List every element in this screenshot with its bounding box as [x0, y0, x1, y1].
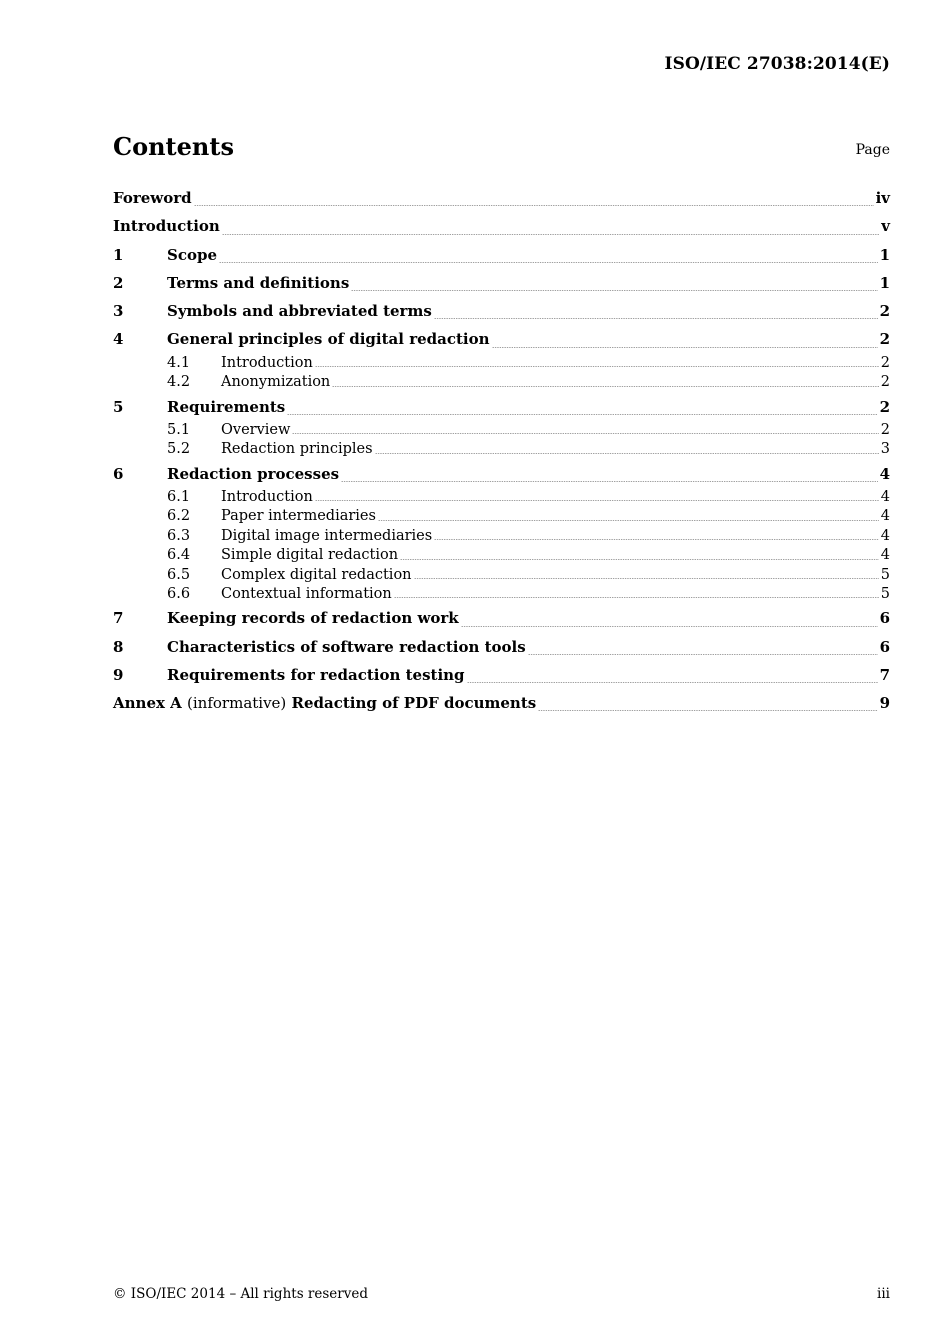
toc-entry-5-2[interactable]: [113, 440, 890, 459]
toc-entry-foreword[interactable]: [113, 184, 890, 212]
contents-heading: Contents: [113, 132, 234, 161]
toc-entry-number: 2: [113, 273, 124, 292]
toc-entry-page: 2: [879, 397, 890, 416]
toc-entry-page: 4: [880, 547, 890, 564]
toc-entry-title: Introduction: [221, 488, 313, 505]
toc-entry-page: 4: [880, 508, 890, 525]
toc-entry-number: 6.3: [167, 527, 191, 544]
toc-entry-number: 3: [113, 302, 124, 321]
toc-entry-4[interactable]: [113, 325, 890, 353]
toc-entry-page: 4: [880, 527, 890, 544]
footer-copyright: © ISO/IEC 2014 – All rights reserved: [113, 1286, 368, 1302]
toc-entry-title: Simple digital redaction: [221, 547, 399, 564]
toc-entry-number: 4: [113, 330, 124, 349]
toc-entry-number: 9: [113, 665, 124, 684]
toc-entry-5[interactable]: [113, 393, 890, 421]
page-column-label: Page: [855, 142, 890, 158]
dot-leader: [287, 414, 877, 415]
toc-entry-6-4[interactable]: [113, 546, 890, 565]
dot-leader: [528, 654, 878, 655]
toc-entry-introduction[interactable]: [113, 212, 890, 240]
toc-entry-6[interactable]: [113, 460, 890, 488]
toc-entry-page: 7: [879, 665, 890, 684]
dot-leader: [222, 234, 879, 235]
toc-entry-number: 6.4: [167, 547, 191, 564]
dot-leader: [194, 205, 874, 206]
toc-entry-title: Introduction: [113, 217, 220, 236]
toc-entry-page: 3: [880, 441, 890, 458]
toc-entry-page: 2: [880, 354, 890, 371]
toc-entry-1[interactable]: [113, 241, 890, 269]
toc-entry-title: Paper intermediaries: [221, 508, 376, 525]
dot-leader: [315, 366, 879, 367]
toc-entry-number: 4.2: [167, 374, 191, 391]
toc-entry-title: Overview: [221, 421, 291, 438]
toc-entry-title: Redaction processes: [167, 464, 340, 483]
annex-label: Annex A: [113, 694, 182, 713]
toc-entry-number: 7: [113, 609, 124, 628]
toc-entry-title: Foreword: [113, 189, 192, 207]
toc-entry-page: 6: [879, 637, 890, 656]
annex-note: (informative): [187, 694, 287, 713]
toc-entry-number: 5.2: [167, 441, 191, 458]
toc-entry-title: Scope: [167, 245, 218, 264]
toc-entry-number: 6: [113, 464, 124, 483]
toc-entry-title: Symbols and abbreviated terms: [167, 302, 432, 321]
toc-entry-number: 5.1: [167, 421, 191, 438]
dot-leader: [467, 682, 878, 683]
toc-entry-4-2[interactable]: [113, 373, 890, 392]
dot-leader: [315, 500, 879, 501]
toc-entry-title: Characteristics of software redaction tools: [167, 637, 526, 656]
toc-entry-3[interactable]: [113, 297, 890, 325]
toc-entry-page: 6: [879, 609, 890, 628]
toc-entry-8[interactable]: [113, 633, 890, 661]
toc-entry-6-2[interactable]: [113, 507, 890, 526]
toc-entry-title: Requirements: [167, 397, 286, 416]
toc-entry-page: 4: [879, 464, 890, 483]
toc-entry-title: Redaction principles: [221, 441, 373, 458]
dot-leader: [341, 481, 878, 482]
dot-leader: [378, 520, 879, 521]
toc-entry-number: 5: [113, 397, 124, 416]
dot-leader: [492, 347, 878, 348]
toc-entry-number: 8: [113, 637, 124, 656]
toc-entry-page: 2: [880, 374, 890, 391]
toc-entry-title: Anonymization: [221, 374, 331, 391]
toc-entry-page: 2: [880, 421, 890, 438]
toc-entry-page: 5: [880, 566, 890, 583]
toc-entry-9[interactable]: [113, 661, 890, 689]
dot-leader: [434, 318, 878, 319]
toc-entry-title: Complex digital redaction: [221, 566, 412, 583]
toc-entry-page: 5: [880, 585, 890, 602]
toc-entry-7[interactable]: [113, 604, 890, 632]
dot-leader: [400, 559, 879, 560]
toc-entry-page: 2: [879, 302, 890, 321]
toc-entry-title: Contextual information: [221, 585, 392, 602]
toc-entry-title: Digital image intermediaries: [221, 527, 433, 544]
toc-entry-page: 1: [879, 273, 890, 292]
footer-page-number: iii: [877, 1286, 890, 1302]
dot-leader: [219, 262, 878, 263]
dot-leader: [461, 626, 878, 627]
toc-entry-number: 6.6: [167, 585, 191, 602]
toc-entry-number: 4.1: [167, 354, 191, 371]
toc-entry-6-3[interactable]: [113, 527, 890, 546]
toc-entry-number: 6.1: [167, 488, 191, 505]
toc-entry-number: 1: [113, 245, 124, 264]
toc-entry-page: 4: [880, 488, 890, 505]
dot-leader: [332, 386, 878, 387]
toc-entry-title: General principles of digital redaction: [167, 330, 490, 349]
toc-entry-page: 9: [879, 694, 890, 713]
toc-entry-page: 1: [879, 245, 890, 264]
dot-leader: [375, 453, 879, 454]
dot-leader: [538, 710, 877, 711]
document-id: ISO/IEC 27038:2014(E): [664, 54, 890, 74]
toc-entry-number: 6.5: [167, 566, 191, 583]
toc-entry-title: Terms and definitions: [167, 273, 350, 292]
toc-entry-title: Keeping records of redaction work: [167, 609, 459, 628]
dot-leader: [434, 539, 879, 540]
toc-entry-page: v: [881, 217, 890, 236]
dot-leader: [351, 290, 877, 291]
toc-entry-4-1[interactable]: [113, 354, 890, 373]
toc-entry-6-5[interactable]: [113, 566, 890, 585]
table-of-contents: [113, 184, 890, 717]
toc-entry-title: Requirements for redaction testing: [167, 665, 465, 684]
toc-entry-title: Introduction: [221, 354, 313, 371]
toc-entry-title: [113, 689, 536, 717]
annex-title: Redacting of PDF documents: [291, 694, 537, 713]
toc-entry-page: iv: [875, 189, 890, 207]
toc-entry-annex-a[interactable]: [113, 689, 890, 717]
toc-entry-page: 2: [879, 330, 890, 349]
toc-entry-2[interactable]: [113, 269, 890, 297]
dot-leader: [394, 597, 879, 598]
toc-entry-5-1[interactable]: [113, 421, 890, 440]
toc-entry-number: 6.2: [167, 508, 191, 525]
toc-entry-6-1[interactable]: [113, 488, 890, 507]
toc-entry-6-6[interactable]: [113, 585, 890, 604]
dot-leader: [414, 578, 879, 579]
dot-leader: [292, 433, 878, 434]
